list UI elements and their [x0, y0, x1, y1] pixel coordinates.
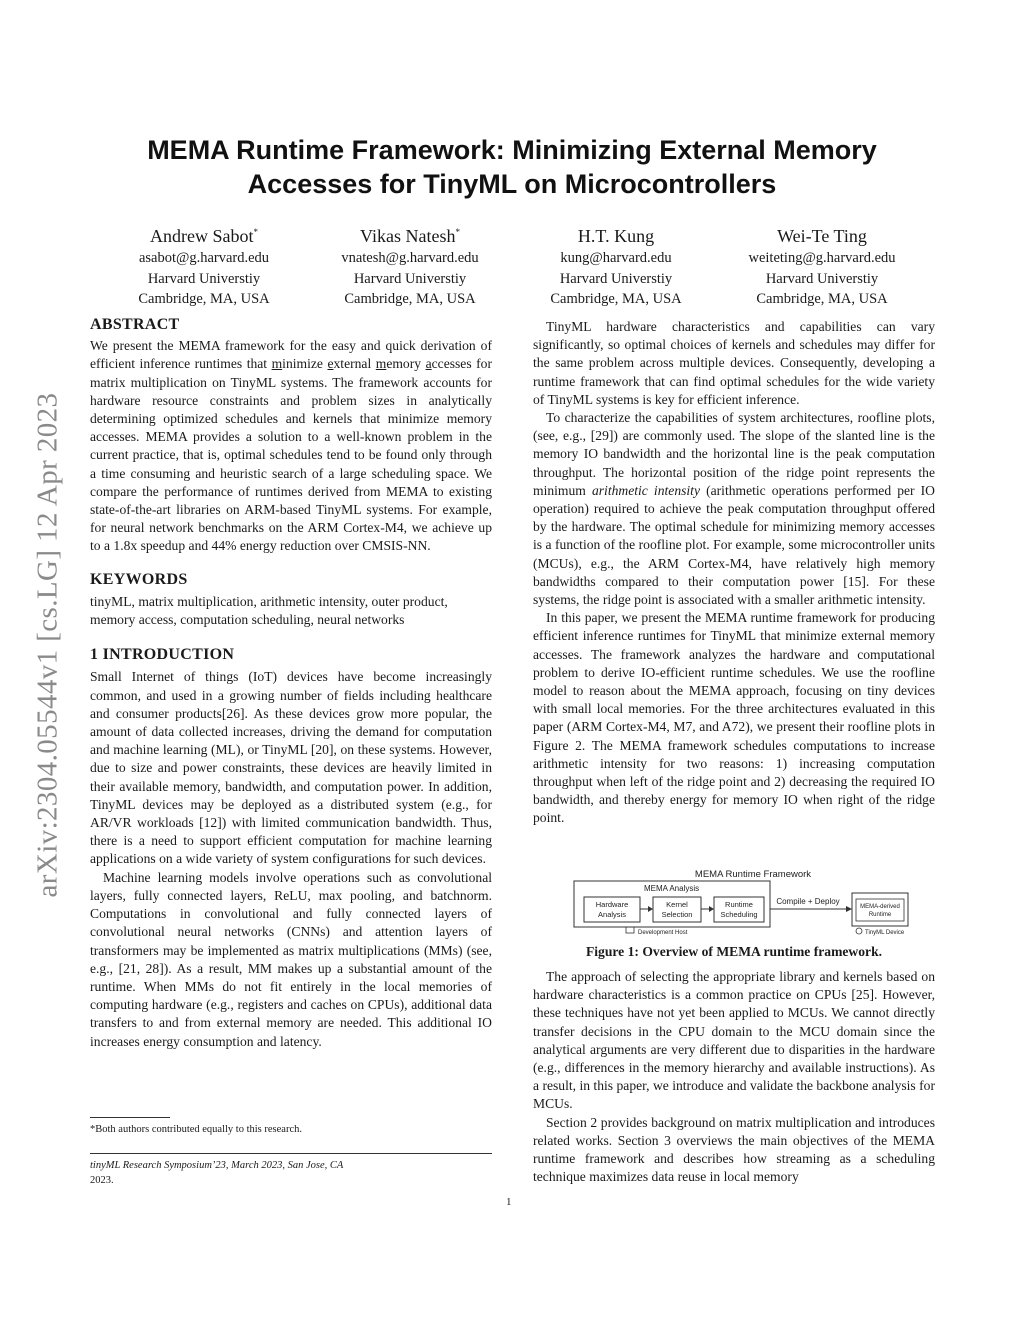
title-line-1: MEMA Runtime Framework: Minimizing External Memory	[147, 135, 877, 165]
deploy-label: Compile + Deploy	[776, 897, 840, 906]
venue-rule	[90, 1153, 492, 1154]
author-block-2	[305, 220, 515, 310]
author-affiliation: Harvard Universtiy	[147, 270, 261, 287]
author-name: Wei-Te Ting	[777, 226, 867, 246]
author-email: kung@harvard.edu	[560, 250, 672, 266]
figure-1-caption: Figure 1: Overview of MEMA runtime framework.	[585, 944, 883, 959]
abstract-heading: ABSTRACT	[90, 316, 180, 333]
right-paragraph-4: The approach of selecting the appropriate library and kernels based on hardware characteristics is a common practice on CPUs [25]. However, these techniques have not yet been applied to MCUs. We cannot directly transfer decisions in the CPU domain to the MCU domain since the analytical arguments are very different due to disparities in the hardware (e.g., differences in the memory hierarchy and available instructions). As a result, in this paper, we introduce and validate the backbone analysis for MCUs.	[533, 969, 935, 1112]
venue-info	[90, 1158, 343, 1188]
arxiv-stamp	[30, 350, 66, 940]
author-affiliation: Harvard Universtiy	[353, 270, 467, 287]
author-name: H.T. Kung	[577, 226, 655, 246]
paper-title	[100, 133, 924, 201]
page-number: 1	[506, 1196, 512, 1208]
figure-title: MEMA Runtime Framework	[694, 869, 812, 880]
left-column	[90, 316, 492, 1051]
box1-line2: Analysis	[598, 910, 626, 919]
keywords-heading: KEYWORDS	[90, 570, 188, 588]
abstract-text: We present the MEMA framework for the easy and quick derivation of efficient inference runtimes that minimize external memory accesses for matrix multiplication on TinyML systems. The framework accounts for hardware resource constraints and problem sizes in analytically determining optimized schedules and kernels that minimize memory accesses. MEMA provides a solution to a well-known problem in the current practice, that is, optimal schedules tend to be found only through a time consuming and heuristic search of a large scheduling space. We compare the performance of runtimes derived from MEMA to existing state-of-the-art libraries on ARM-based TinyML systems. For example, for neural network benchmarks on the ARM Cortex-M4, we achieve up to a 1.8x speedup and 44% energy reduction over CMSIS-NN.	[90, 338, 492, 554]
intro-paragraph-2: Machine learning models involve operations such as convolutional layers, fully connected layers, ReLU, max pooling, and batchnorm. Computations in convolutional and fully connected layers of convolutional neural networks (CNNs) and attention layers of transformers may be implemented as matrix multiplications (MMs) (see, e.g., [21, 28]). As a result, MM makes up a substantial amount of the runtime. When MMs do not fit entirely in the local memories of computing hardware (e.g., registers and caches on CPUs), additional data transfers to and from external memory are needed. This additional IO increases energy consumption and latency.	[90, 869, 492, 1049]
host-label: Development Host	[638, 930, 688, 936]
author-location: Cambridge, MA, USA	[550, 291, 682, 307]
arxiv-id: arXiv:2304.05544v1 [cs.LG] 12 Apr 2023	[31, 392, 64, 898]
laptop-icon	[626, 927, 634, 933]
venue-line: tinyML Research Symposium’23, March 2023, San Jose, CA	[90, 1160, 344, 1171]
chip-icon	[856, 928, 862, 934]
right-paragraph-5: Section 2 provides background on matrix multiplication and introduces related works. Section 3 overviews the main objectives of the MEMA runtime framework and describes how streaming as a scheduling technique maximizes data reuse in local memory	[533, 1114, 935, 1185]
intro-heading: 1 INTRODUCTION	[90, 646, 235, 664]
box1-line1: Hardware	[595, 900, 629, 909]
title-line-2: Accesses for TinyML on Microcontrollers	[247, 169, 777, 199]
analysis-label: MEMA Analysis	[644, 884, 700, 893]
intro-paragraph-1: Small Internet of things (IoT) devices have become increasingly common, and used in a growing number of fields including healthcare and consumer products[26]. As these devices grow more popular, the amount of data collected increases, driving the demand for computation and machine learning (ML), or TinyML [20], on these systems. However, due to size and power constraints, these devices are heavily limited in their available memory, bandwidth, and computation power. In addition, TinyML devices may be deployed as a distributed system (e.g., for AR/VR workloads [12]) with limited communication bandwidth. Thus, there is a need to support efficient computation for machine learning applications on a wide variety of system configurations for such devices.	[90, 669, 492, 867]
author-location: Cambridge, MA, USA	[756, 291, 888, 307]
box4-line1: MEMA-derived	[860, 904, 900, 910]
author-location: Cambridge, MA, USA	[344, 291, 476, 307]
box3-line2: Scheduling	[720, 910, 758, 919]
keywords-text: tinyML, matrix multiplication, arithmetic intensity, outer product, memory access, computation scheduling, neural networks	[90, 593, 448, 628]
author-name: Andrew Sabot	[150, 226, 254, 246]
arrow-2-head	[709, 906, 714, 912]
author-block-4	[717, 220, 927, 310]
footnote: *Both authors contributed equally to this research.	[90, 1124, 302, 1135]
device-label: TinyML Device	[865, 930, 905, 936]
figure-1-diagram	[570, 865, 920, 937]
box2-line1: Kernel	[666, 900, 688, 909]
box4-line2: Runtime	[868, 912, 892, 918]
right-paragraph-2: To characterize the capabilities of system architectures, roofline plots, (see, e.g., [29]) are commonly used. The slope of the slanted line is the memory IO bandwidth and the horizontal line is the peak computation throughput. The horizontal position of the ridge point represents the minimum arithmetic intensity (arithmetic operations performed per IO operation) required to achieve the peak computation throughput offered by the hardware. The optimal schedule for minimizing memory accesses is a function of the roofline plot. For example, some microcontroller units (MCUs), e.g., the ARM Cortex-M4, have relatively high memory bandwidths compared to their computation power [15]. For these systems, the ridge point is associated with a smaller arithmetic intensity.	[533, 410, 935, 608]
author-email: vnatesh@g.harvard.edu	[341, 250, 479, 266]
author-block-1	[99, 220, 309, 310]
author-location: Cambridge, MA, USA	[138, 291, 270, 307]
venue-year: 2023.	[90, 1175, 114, 1186]
equal-contrib-mark: *	[253, 227, 258, 237]
box3-line1: Runtime	[725, 900, 753, 909]
footnote-rule	[90, 1117, 170, 1118]
arrow-1-head	[648, 906, 653, 912]
author-affiliation: Harvard Universtiy	[765, 270, 879, 287]
author-email: weiteting@g.harvard.edu	[748, 250, 896, 266]
right-column-bottom	[533, 968, 935, 1186]
right-paragraph-3: In this paper, we present the MEMA runtime framework for producing efficient inference runtimes for TinyML that minimize external memory accesses. The framework analyzes the hardware and computational problem to derive IO-efficient runtime schedules. We use the roofline model to reason about the MEMA approach, focusing on tiny devices with small local memories. For the three architectures evaluated in this paper (ARM Cortex-M4, M7, and A72), we present their roofline plots in Figure 2. The MEMA framework schedules computations to increase arithmetic intensity for two reasons: 1) increasing computation throughput when left of the ridge point and 2) decreasing the required IO bandwidth, and thereby energy for memory IO when right of the ridge point.	[533, 610, 935, 826]
author-block-3	[511, 220, 721, 310]
right-paragraph-1: TinyML hardware characteristics and capabilities can vary significantly, so optimal choices of kernels and schedules may differ for the same problem across multiple devices. Consequently, developing a runtime framework that can find optimal schedules for the wide variety of TinyML systems is key for efficient inference.	[533, 319, 935, 407]
box2-line2: Selection	[661, 910, 693, 919]
author-email: asabot@g.harvard.edu	[138, 250, 270, 266]
author-name: Vikas Natesh	[360, 226, 456, 246]
equal-contrib-mark: *	[455, 227, 460, 237]
author-affiliation: Harvard Universtiy	[559, 270, 673, 287]
right-column-top	[533, 318, 935, 828]
deploy-arrow-head	[846, 906, 852, 912]
